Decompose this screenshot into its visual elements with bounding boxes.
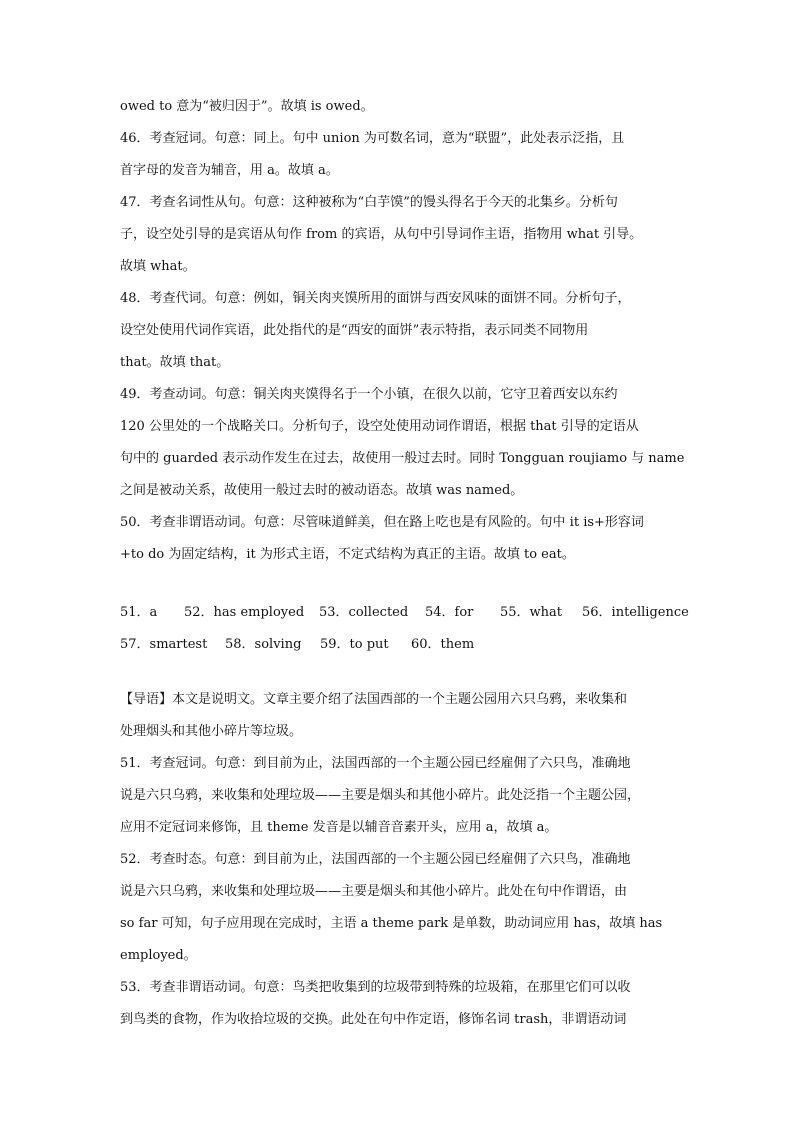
- text-line: 子，设空处引导的是宾语从句作 from 的宾语，从句中引导词作主语，指物用 what 引导。: [120, 227, 643, 242]
- answer-item: 57．smartest: [120, 637, 208, 652]
- text-line: 47．考查名词性从句。句意：这种被称为“白芋馍”的馒头得名于今天的北集乡。分析句: [120, 195, 618, 210]
- text-line: 53．考查非谓语动词。句意：鸟类把收集到的垃圾带到特殊的垃圾箱，在那里它们可以收: [120, 980, 631, 995]
- text-line: 句中的 guarded 表示动作发生在过去，故使用一般过去时。同时 Tongguan roujiamo 与 name: [120, 451, 685, 466]
- text-line: 到鸟类的食物，作为收拾垃圾的交换。此处在句中作定语，修饰名词 trash，非谓语动词: [120, 1012, 627, 1027]
- answer-item: 58．solving: [225, 637, 302, 652]
- text-line: 120 公里处的一个战略关口。分析句子，设空处使用动词作谓语，根据 that 引导的定语从: [120, 419, 639, 434]
- text-line: 51．考查冠词。句意：到目前为止，法国西部的一个主题公园已经雇佣了六只鸟，准确地: [120, 756, 631, 771]
- text-line: 【导语】本文是说明文。文章主要介绍了法国西部的一个主题公园用六只乌鸦，来收集和: [120, 692, 628, 707]
- text-line: 说是六只乌鸦，来收集和处理垃圾——主要是烟头和其他小碎片。此处泛指一个主题公园，: [120, 788, 641, 803]
- text-line: 设空处使用代词作宾语，此处指代的是“西安的面饼”表示特指，表示同类不同物用: [120, 323, 589, 338]
- answer-item: 52．has employed: [184, 605, 305, 620]
- text-line: employed。: [120, 948, 197, 963]
- answer-item: 56．intelligence: [582, 605, 689, 620]
- text-line: that。故填 that。: [120, 355, 230, 370]
- text-line: 50．考查非谓语动词。句意：尽管味道鲜美，但在路上吃也是有风险的。句中 it is+形容词: [120, 515, 644, 530]
- text-line: 处理烟头和其他小碎片等垃圾。: [120, 724, 303, 739]
- text-line: owed to 意为“被归因于”。故填 is owed。: [120, 99, 374, 114]
- text-line: 52．考查时态。句意：到目前为止，法国西部的一个主题公园已经雇佣了六只鸟，准确地: [120, 852, 631, 867]
- text-line: 46．考查冠词。句意：同上。句中 union 为可数名词，意为“联盟”，此处表示泛指，且: [120, 131, 625, 146]
- text-line: 故填 what。: [120, 259, 196, 274]
- answer-item: 53．collected: [319, 605, 409, 620]
- text-line: 49．考查动词。句意：铜关肉夹馍得名于一个小镇，在很久以前，它守卫着西安以东约: [120, 387, 618, 402]
- answer-item: 51．a: [120, 605, 158, 620]
- text-line: 之间是被动关系，故使用一般过去时的被动语态。故填 was named。: [120, 483, 524, 498]
- answer-item: 59．to put: [320, 637, 389, 652]
- text-line: so far 可知，句子应用现在完成时，主语 a theme park 是单数，助动词应用 has，故填 has: [120, 916, 663, 931]
- answer-item: 55．what: [500, 605, 563, 620]
- text-line: 48．考查代词。句意：例如，铜关肉夹馍所用的面饼与西安风味的面饼不同。分析句子，: [120, 291, 631, 306]
- answer-item: 60．them: [411, 637, 475, 652]
- text-line: +to do 为固定结构，it 为形式主语，不定式结构为真正的主语。故填 to eat。: [120, 547, 575, 562]
- text-line: 说是六只乌鸦，来收集和处理垃圾——主要是烟头和其他小碎片。此处在句中作谓语，由: [120, 884, 628, 899]
- text-line: 首字母的发音为辅音，用 a。故填 a。: [120, 163, 339, 178]
- answer-item: 54．for: [425, 605, 474, 620]
- text-line: 应用不定冠词来修饰，且 theme 发音是以辅音音素开头，应用 a，故填 a。: [120, 820, 558, 835]
